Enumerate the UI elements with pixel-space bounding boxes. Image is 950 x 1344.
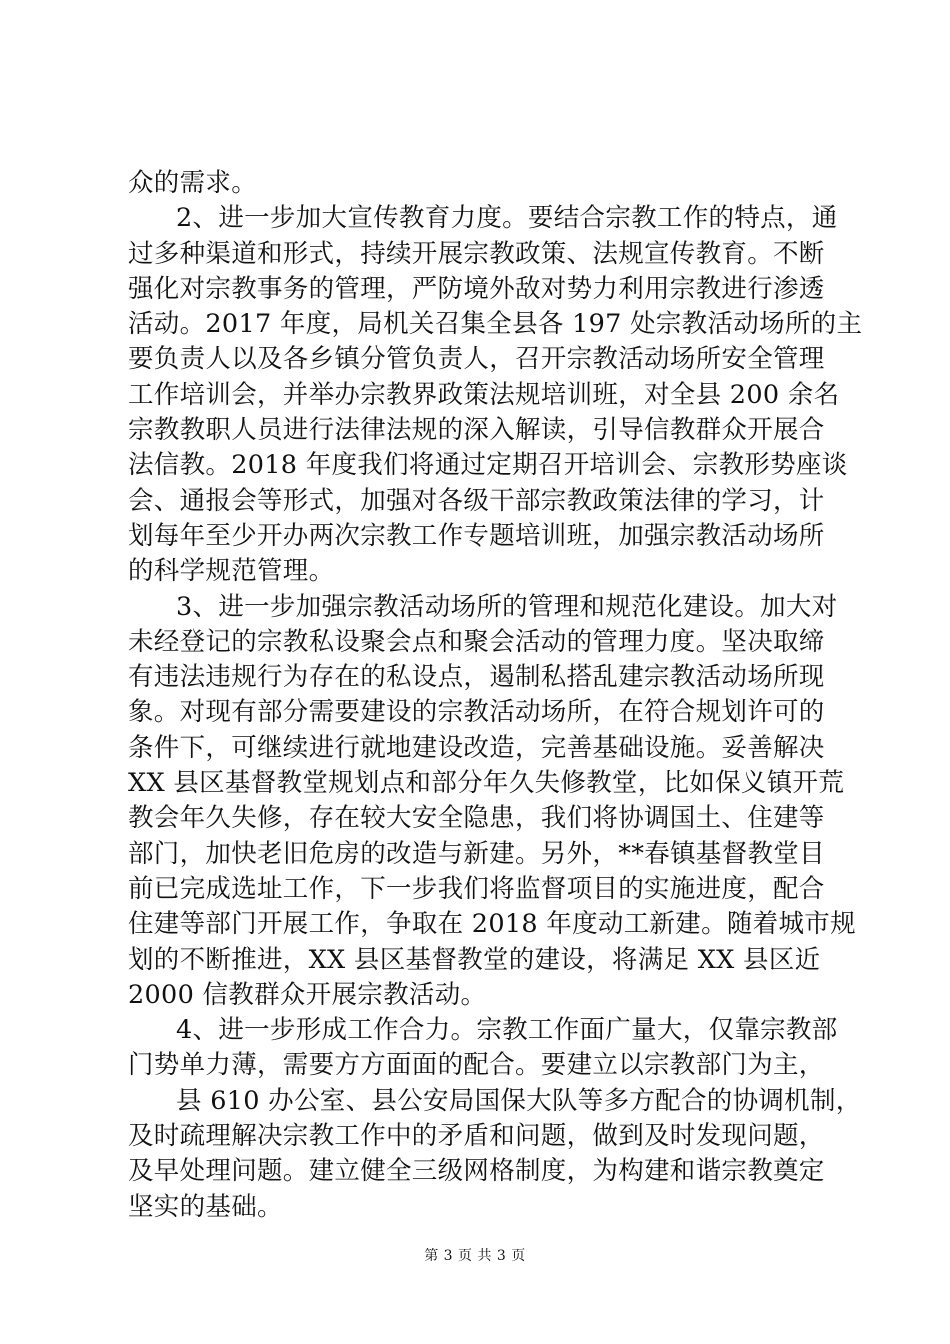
text-line: 2000 信教群众开展宗教活动。 xyxy=(128,979,487,1010)
text-line: 前已完成选址工作，下一步我们将监督项目的实施进度，配合 xyxy=(128,873,825,904)
text-line: 门势单力薄，需要方方面面的配合。要建立以宗教部门为主， xyxy=(128,1050,825,1081)
document-body xyxy=(128,166,863,1225)
text-line: 条件下，可继续进行就地建设改造，完善基础设施。妥善解决 xyxy=(128,732,825,763)
text-line: 未经登记的宗教私设聚会点和聚会活动的管理力度。坚决取缔 xyxy=(128,626,825,657)
text-line: 及时疏理解决宗教工作中的矛盾和问题，做到及时发现问题， xyxy=(128,1121,825,1152)
text-line: 坚实的基础。 xyxy=(128,1191,283,1222)
text-line: 法信教。2018 年度我们将通过定期召开培训会、宗教形势座谈 xyxy=(128,450,848,481)
text-line: 过多种渠道和形式，持续开展宗教政策、法规宣传教育。不断 xyxy=(128,238,825,269)
text-line: 划的不断推进，XX 县区基督教堂的建设，将满足 XX 县区近 xyxy=(128,944,821,975)
text-line: 有违法违规行为存在的私设点，遏制私搭乱建宗教活动场所现 xyxy=(128,662,825,693)
text-line: 县 610 办公室、县公安局国保大队等多方配合的协调机制， xyxy=(176,1085,862,1116)
text-line: 划每年至少开办两次宗教工作专题培训班，加强宗教活动场所 xyxy=(128,520,825,551)
text-line: 要负责人以及各乡镇分管负责人，召开宗教活动场所安全管理 xyxy=(128,344,825,375)
text-line: 众的需求。 xyxy=(128,168,258,198)
text-line: 3、进一步加强宗教活动场所的管理和规范化建设。加大对 xyxy=(176,591,838,622)
text-line: 及早处理问题。建立健全三级网格制度，为构建和谐宗教奠定 xyxy=(128,1156,825,1187)
text-line: 会、通报会等形式，加强对各级干部宗教政策法律的学习，计 xyxy=(128,485,825,516)
text-line: XX 县区基督教堂规划点和部分年久失修教堂，比如保义镇开荒 xyxy=(128,768,845,799)
text-line: 象。对现有部分需要建设的宗教活动场所，在符合规划许可的 xyxy=(128,697,825,728)
text-line: 2、进一步加大宣传教育力度。要结合宗教工作的特点，通 xyxy=(176,203,838,234)
text-line: 活动。2017 年度，局机关召集全县各 197 处宗教活动场所的主 xyxy=(128,309,863,340)
text-line: 的科学规范管理。 xyxy=(128,556,335,587)
text-line: 宗教教职人员进行法律法规的深入解读，引导信教群众开展合 xyxy=(128,415,825,446)
text-line: 工作培训会，并举办宗教界政策法规培训班，对全县 200 余名 xyxy=(128,379,840,410)
text-line: 强化对宗教事务的管理，严防境外敌对势力利用宗教进行渗透 xyxy=(128,273,825,304)
text-line: 部门，加快老旧危房的改造与新建。另外，**春镇基督教堂目 xyxy=(128,838,825,869)
page-footer: 第 3 页 共 3 页 xyxy=(424,1248,526,1264)
text-line: 4、进一步形成工作合力。宗教工作面广量大，仅靠宗教部 xyxy=(176,1015,838,1046)
text-line: 住建等部门开展工作，争取在 2018 年度动工新建。随着城市规 xyxy=(128,909,856,940)
text-line: 教会年久失修，存在较大安全隐患，我们将协调国土、住建等 xyxy=(128,803,825,834)
